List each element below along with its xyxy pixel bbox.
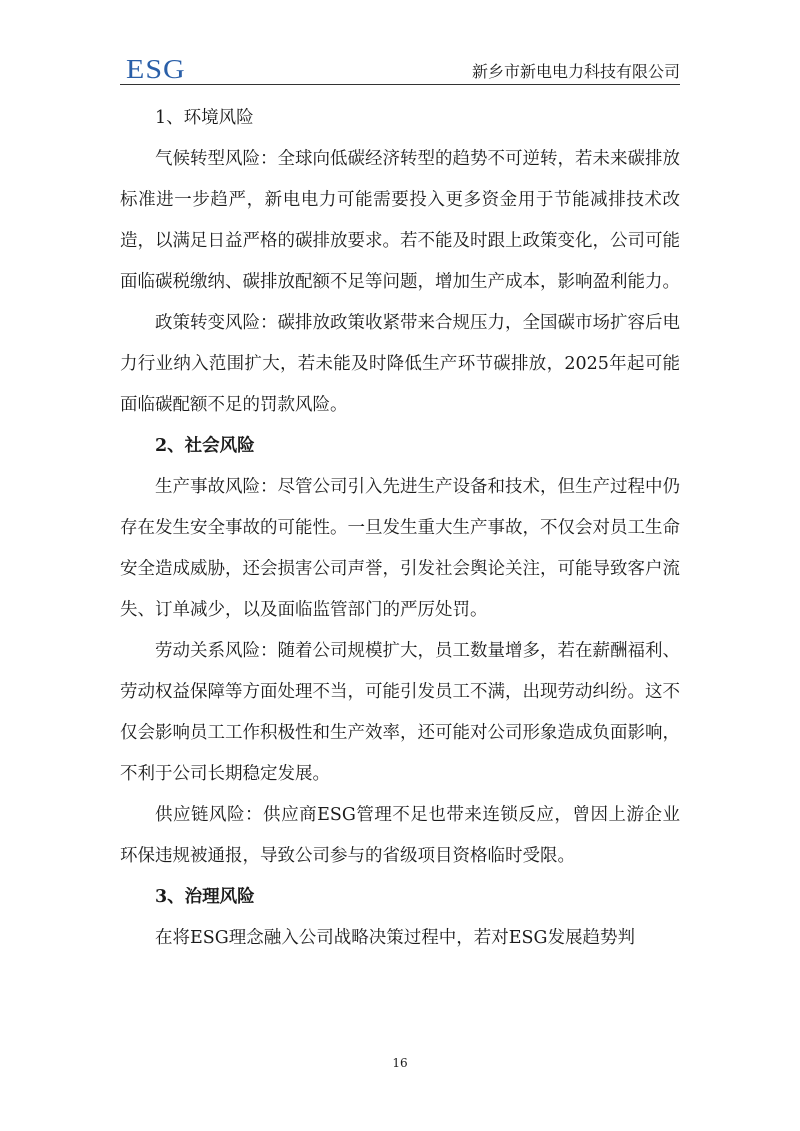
header-divider — [120, 84, 680, 85]
section-heading-governance: 3、治理风险 — [155, 887, 255, 907]
paragraph-labor-relations-risk: 劳动关系风险：随着公司规模扩大，员工数量增多，若在薪酬福利、劳动权益保障等方面处理不当，可能引发员工不满，出现劳动纠纷。这不仅会影响员工工作积极性和生产效率，还可能对公司形象造成负面影响，不利于公司长期稳定发展。 — [120, 641, 680, 784]
paragraph-climate-transition-risk: 气候转型风险：全球向低碳经济转型的趋势不可逆转，若未来碳排放标准进一步趋严，新电电力可能需要投入更多资金用于节能减排技术改造，以满足日益严格的碳排放要求。若不能及时跟上政策变化，公司可能面临碳税缴纳、碳排放配额不足等问题，增加生产成本，影响盈利能力。 — [120, 149, 680, 292]
page-number: 16 — [392, 1056, 408, 1070]
paragraph-policy-change-risk: 政策转变风险：碳排放政策收紧带来合规压力，全国碳市场扩容后电力行业纳入范围扩大，若未能及时降低生产环节碳排放，2025年起可能面临碳配额不足的罚款风险。 — [120, 313, 680, 415]
section-heading-environment: 1、环境风险 — [155, 108, 254, 128]
paragraph-supply-chain-risk: 供应链风险：供应商ESG管理不足也带来连锁反应，曾因上游企业环保违规被通报，导致公司参与的省级项目资格临时受限。 — [120, 805, 680, 866]
page-header — [120, 56, 680, 86]
esg-logo: ESG — [126, 54, 186, 85]
paragraph-production-accident-risk: 生产事故风险：尽管公司引入先进生产设备和技术，但生产过程中仍存在发生安全事故的可能性。一旦发生重大生产事故，不仅会对员工生命安全造成威胁，还会损害公司声誉，引发社会舆论关注，可能导致客户流失、订单减少，以及面临监管部门的严厉处罚。 — [120, 477, 680, 620]
document-body — [120, 98, 680, 959]
section-heading-social: 2、社会风险 — [155, 436, 255, 456]
paragraph-governance-risk: 在将ESG理念融入公司战略决策过程中，若对ESG发展趋势判 — [155, 928, 635, 948]
company-name: 新乡市新电电力科技有限公司 — [471, 62, 680, 81]
